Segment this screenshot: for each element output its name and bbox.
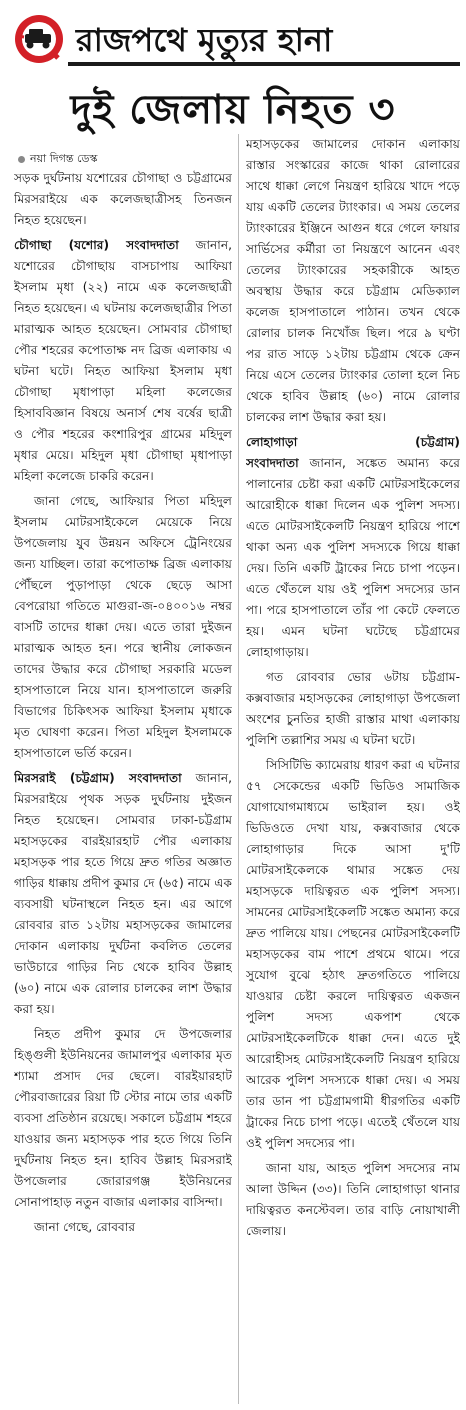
dateline: সংবাদদাতা xyxy=(246,456,299,470)
byline xyxy=(246,432,460,453)
article-column-left xyxy=(14,168,232,1404)
paragraph: মহাসড়কের জামালের দোকান এলাকায় রাস্তার সংস্কারের কাজে থাকা রোলারের সাথে ধাক্কা লেগে নিয়ন্ত্রণ হারিয়ে খাদে পড়ে যায় একটি তেলের ট্যাংকার। এ সময় তেলের ট্যাংকারের ইঞ্জিনে আগুন ধরে গেলে ফায়ার সার্ভিসের কর্মীরা তা নিয়ন্ত্রণে আনেন এবং তেলের ট্যাংকারের সহকারীকে আহত অবস্থায় উদ্ধার করে চট্টগ্রাম মেডিক্যাল কলেজ হাসপাতালে পাঠান। তখন থেকে রোলার চালক নিখোঁজ ছিল। পরে ৯ ঘণ্টা পর রাত সাড়ে ১২টায় চট্টগ্রাম থেকে ক্রেন নিয়ে এসে তেলের ট্যাংকার তোলা হলে নিচ থেকে হাবিব উল্লাহ (৬০) নামে রোলার চালকের লাশ উদ্ধার করা হয়। xyxy=(246,137,460,424)
dateline: চৌগাছা (যশোর) সংবাদদাতা xyxy=(14,238,179,252)
paragraph xyxy=(14,768,232,1020)
paragraph: নিহত প্রদীপ কুমার দে উপজেলার হিঙ্গুলী ইউনিয়নের জামালপুর এলাকার মৃত শ্যামা প্রসাদ দের ছেলে। বারইয়ারহাট পৌরবাজারের রিয়া টি স্টোর নামে তার একটি ব্যবসা প্রতিষ্ঠান রয়েছে। সকালে চট্টগ্রাম শহরে যাওয়ার জন্য মহাসড়ক পার হতে গিয়ে তিনি দুর্ঘটনায় নিহত হন। হাবিব উল্লাহ মিরসরাই উপজেলার জোরারগঞ্জ ইউনিয়নের সোনাপাহাড় নতুন বাজার এলাকার বাসিন্দা। xyxy=(14,1027,232,1209)
section-title: রাজপথে মৃত্যুর হানা xyxy=(76,21,333,59)
paragraph-text: জানান, সঙ্কেত অমান্য করে পালানোর চেষ্টা করা একটি মোটরসাইকেলের আরোহীকে ধাক্কা দিলেন এক পুলিশ সদস্য। এতে মোটরসাইকেলটি নিয়ন্ত্রণ হারিয়ে পাশে থাকা অন্য এক পুলিশ সদস্যকে গিয়ে ধাক্কা দেয়। তিনি একটি ট্রাকের নিচে চাপা পড়েন। এতে থেঁতলে যায় ওই পুলিশ সদস্যের ডান পা। পরে হাসপাতালে তাঁর পা কেটে ফেলতে হয়। এমন ঘটনা ঘটেছে চট্টগ্রামের লোহাগাড়ায়। xyxy=(246,456,460,659)
bullet-icon xyxy=(18,156,25,163)
section-band xyxy=(12,12,460,70)
paragraph xyxy=(246,453,460,663)
byline-place: লোহাগাড়া xyxy=(246,435,298,449)
paragraph: জানা গেছে, আফিয়ার পিতা মহিদুল ইসলাম মোটরসাইকেলে মেয়েকে নিয়ে উপজেলায় যুব উন্নয়ন অফিসে ট্রেনিংয়ের জন্য যাচ্ছিল। তারা কপোতাক্ষ ব্রিজ এলাকায় পৌঁছলে পুড়াপাড়া থেকে ছেড়ে আসা বেপরোয়া গতিতে মাগুরা-জ-০৪০০১৬ নম্বর বাসটি তাদের ধাক্কা দেয়। এতে তারা দুইজন মারাত্মক আহত হন। পরে স্থানীয় লোকজন তাদের উদ্ধার করে চৌগাছা সরকারি মডেল হাসপাতালে নিয়ে যান। হাসপাতালে জরুরি বিভাগের চিকিৎসক আফিয়া ইসলাম মৃধাকে মৃত ঘোষণা করেন। পিতা মহিদুল ইসলামকে হাসপাতালে ভর্তি করেন। xyxy=(14,494,232,760)
byline-district: (চট্টগ্রাম) xyxy=(415,435,460,449)
section-rule xyxy=(68,62,460,66)
desk-label: নয়া দিগন্ত ডেস্ক xyxy=(30,152,98,165)
paragraph xyxy=(14,235,232,487)
paragraph: সড়ক দুর্ঘটনায় যশোরের চৌগাছা ও চট্টগ্রামের মিরসরাইয়ে এক কলেজছাত্রীসহ তিনজন নিহত হয়েছেন। xyxy=(14,171,232,227)
headline: দুই জেলায় নিহত ৩ xyxy=(70,87,396,133)
desk-credit xyxy=(18,150,97,169)
column-divider xyxy=(238,134,239,1404)
paragraph: সিসিটিভি ক্যামেরায় ধারণ করা এ ঘটনার ৫৭ সেকেন্ডের একটি ভিডিও সামাজিক যোগাযোগমাধ্যমে ভাইরাল হয়। ওই ভিডিওতে দেখা যায়, কক্সবাজার থেকে লোহাগাড়ার দিকে আসা দু'টি মোটরসাইকেলকে থামার সঙ্কেত দেয় মহাসড়কে দায়িত্বরত এক পুলিশ সদস্য। সামনের মোটরসাইকেলটি সঙ্কেত অমান্য করে দ্রুত পালিয়ে যায়। পেছনের মোটরসাইকেলটি মহাসড়কের বাম পাশে প্রথমে থামে। পরে সুযোগ বুঝে হঠাৎ দ্রুতগতিতে পালিয়ে যাওয়ার চেষ্টা করলে দায়িত্বরত একজন পুলিশ সদস্য একপাশ থেকে মোটরসাইকেলটিকে ধাক্কা দেন। এতে দুই আরোহীসহ মোটরসাইকেলটি নিয়ন্ত্রণ হারিয়ে আরেক পুলিশ সদস্যকে ধাক্কা দেয়। এ সময় তার ডান পা চট্টগ্রামগামী ধীরগতির একটি ট্রাকের নিচে চাপা পড়ে। এতেই থেঁতলে যায় ওই পুলিশ সদস্যের পা। xyxy=(246,758,460,1150)
paragraph: গত রোববার ভোর ৬টায় চট্টগ্রাম-কক্সবাজার মহাসড়কের লোহাগাড়া উপজেলা অংশের চুনতির হাজী রাস্তার মাথা এলাকায় পুলিশি তল্লাশির সময় এ ঘটনা ঘটে। xyxy=(246,670,460,747)
paragraph-text: জানান, মিরসরাইয়ে পৃথক সড়ক দুর্ঘটনায় দুইজন নিহত হয়েছেন। সোমবার ঢাকা-চট্টগ্রাম মহাসড়কের বারইয়ারহাট পৌর এলাকায় মহাসড়ক পার হতে গিয়ে দ্রুত গতির অজ্ঞাত গাড়ির ধাক্কায় প্রদীপ কুমার দে (৬৫) নামে এক ব্যবসায়ী ঘটনাস্থলে নিহত হন। এর আগে রোববার রাত ১২টায় মহাসড়কের জামালের দোকান এলাকায় দুর্ঘটনা কবলিত তেলের ভাউচারে গাড়ির নিচ থেকে হাবিব উল্লাহ (৬০) নামে এক রোলার চালকের লাশ উদ্ধার করা হয়। xyxy=(14,771,232,1016)
paragraph: জানা যায়, আহত পুলিশ সদস্যের নাম আলা উদ্দিন (৩৩)। তিনি লোহাগাড়া থানার দায়িত্বরত কনস্টেবল। তার বাড়ি নোয়াখালী জেলায়। xyxy=(246,1161,460,1238)
article-column-right xyxy=(246,134,460,1404)
dateline: মিরসরাই (চট্টগ্রাম) সংবাদদাতা xyxy=(14,771,182,785)
paragraph-text: জানান, যশোরের চৌগাছায় বাসচাপায় আফিয়া ইসলাম মৃধা (২২) নামে এক কলেজছাত্রী নিহত হয়েছেন। এ ঘটনায় কলেজছাত্রীর পিতা মারাত্মক আহত হয়েছেন। সোমবার চৌগাছা পৌর শহরের কপোতাক্ষ নদ ব্রিজ এলাকায় এ ঘটনা ঘটে। নিহত আফিয়া ইসলাম মৃধা চৌগাছা মৃধাপাড়া মহিলা কলেজের হিসাববিজ্ঞান বিষয়ে অনার্স শেষ বর্ষের ছাত্রী ও পৌর শহরের কংশারিপুর গ্রামের মহিদুল মৃধার মেয়ে। মহিদুল মৃধা চৌগাছা মৃধাপাড়া মহিলা কলেজে চাকরি করেন। xyxy=(14,238,232,483)
road-accident-logo-icon xyxy=(12,12,66,66)
paragraph: জানা গেছে, রোববার xyxy=(34,1220,136,1234)
